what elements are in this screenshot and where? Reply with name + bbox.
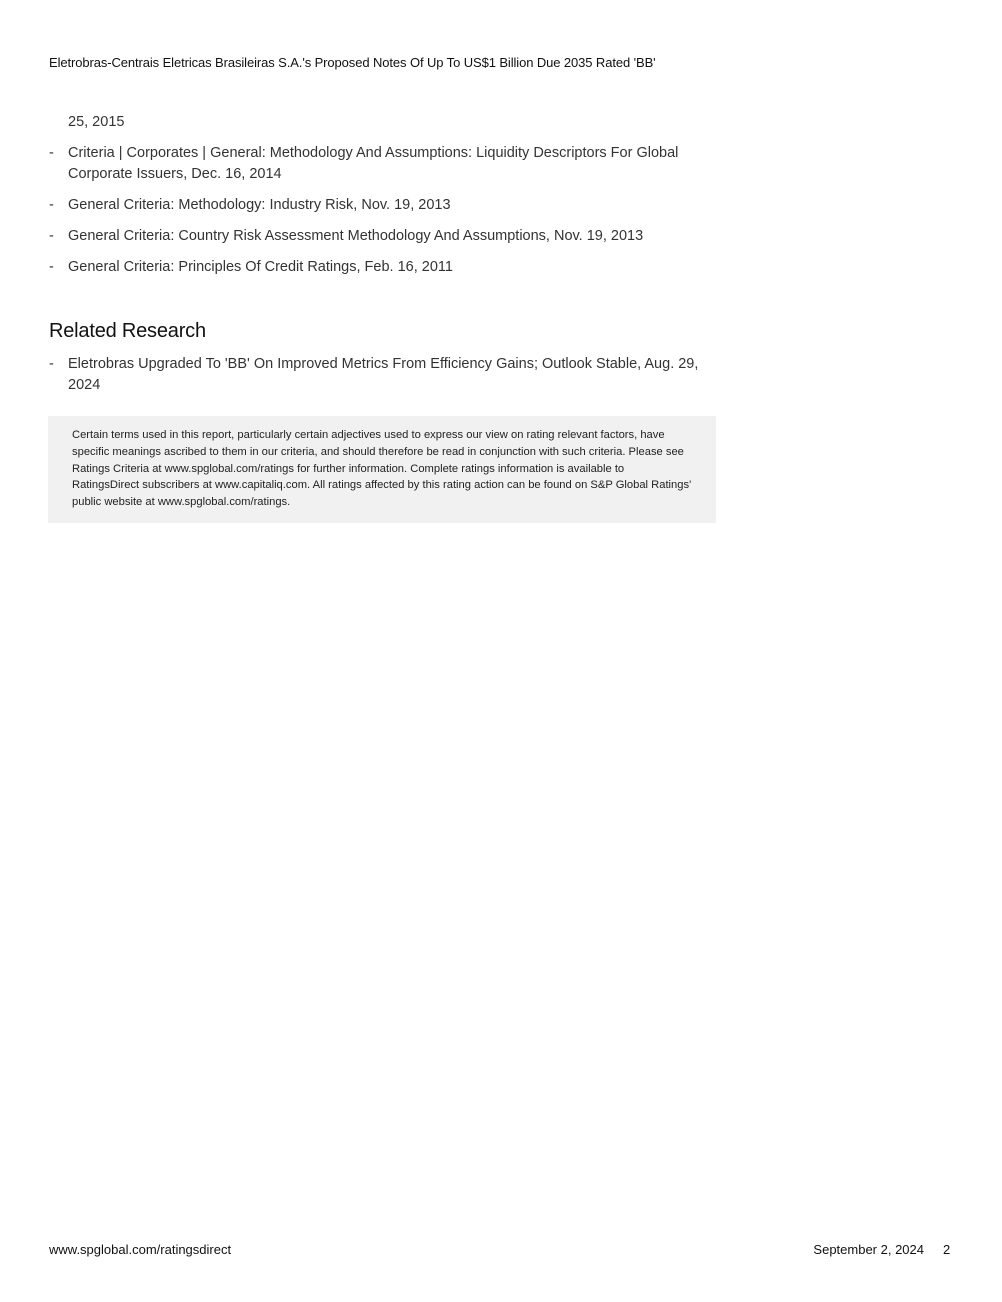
list-item-text: Criteria | Corporates | General: Methodology And Assumptions: Liquidity Descriptors For Global Corporate Issuers, Dec. 16, 2014: [68, 145, 679, 182]
dash-bullet: -: [49, 197, 54, 213]
criteria-list: [49, 112, 717, 278]
list-item-text: General Criteria: Principles Of Credit Ratings, Feb. 16, 2011: [68, 259, 453, 275]
list-item: [49, 143, 717, 185]
list-item: [49, 354, 717, 396]
list-item: [49, 226, 717, 247]
list-item-text: Eletrobras Upgraded To 'BB' On Improved Metrics From Efficiency Gains; Outlook Stable, Aug. 29, 2024: [68, 356, 699, 393]
list-item-continuation: [49, 112, 717, 133]
footer-date: September 2, 2024: [813, 1242, 924, 1257]
dash-bullet: -: [49, 145, 54, 161]
list-item: [49, 195, 717, 216]
document-header-title: Eletrobras-Centrais Eletricas Brasileiras S.A.'s Proposed Notes Of Up To US$1 Billion Due 2035 Rated 'BB': [49, 55, 656, 70]
dash-bullet: -: [49, 259, 54, 275]
page-number: 2: [943, 1242, 951, 1257]
disclaimer-text: Certain terms used in this report, particularly certain adjectives used to express our view on rating relevant factors, have specific meanings ascribed to them in our criteria, and should therefore be read in conjunction with such criteria. Please see Ratings Criteria at www.spglobal.com/ratings for further information. Complete ratings information is available to RatingsDirect subscribers at www.capitaliq.com. All ratings affected by this rating action can be found on S&P Global Ratings' public website at www.spglobal.com/ratings.: [72, 429, 692, 509]
dash-bullet: -: [49, 356, 54, 372]
list-item-text: General Criteria: Country Risk Assessment Methodology And Assumptions, Nov. 19, 2013: [68, 228, 644, 244]
main-content: [49, 112, 717, 523]
list-item-text: General Criteria: Methodology: Industry Risk, Nov. 19, 2013: [68, 197, 451, 213]
disclaimer-box: [48, 416, 716, 523]
related-research-heading: Related Research: [49, 320, 206, 342]
footer-url: www.spglobal.com/ratingsdirect: [49, 1242, 232, 1257]
dash-bullet: -: [49, 228, 54, 244]
list-item-text: 25, 2015: [68, 114, 125, 130]
related-research-list: [49, 354, 717, 396]
list-item: [49, 257, 717, 278]
